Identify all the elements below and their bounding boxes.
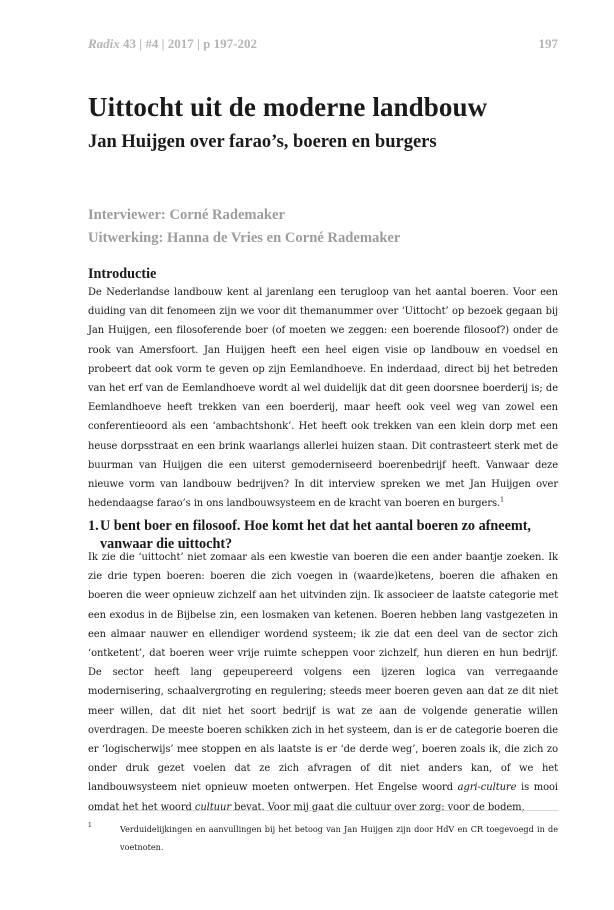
- footnote-mark: 1: [88, 822, 92, 829]
- page-number: 197: [538, 36, 558, 51]
- footnote: [88, 820, 558, 856]
- question-line-2: vanwaar die uittocht?: [100, 536, 233, 552]
- answer-text-1: Ik zie die ‘uittocht’ niet zomaar als een kwestie van boeren die een ander baantje zoeken. Ik zie drie typen boeren: boeren die zich voegen in (waarde)ketens, boeren die afhaken en boeren die weer opnieuw zichzelf aan het uitvinden zijn. Ik associeer de laatste categorie met een exodus in de Bijbelse zin, een losmaken van ketenen. Boeren hebben lang vastgezeten in een almaar nauwer en ellendiger wordend systeem; ik zie dat een deel van de sector zich ‘ontketent’, dat boeren weer vrije ruimte scheppen voor zichzelf, hun dieren en hun bedrijf. De sector heeft lang gepeupereerd volgens een ijzeren logica van verregaande modernisering, schaalvergroting en regulering; steeds meer boeren geven aan dat ze dit niet meer willen, dat dit niet het soort bedrijf is wat ze aan de volgende generatie willen overdragen. De meeste boeren schikken zich in het systeem, dan is er de categorie boeren die er ‘logischerwijs’ mee stoppen en als laatste is er ‘de derde weg’, boeren zoals ik, die zich zo onder druk gezet voelen dat ze zich afvragen of dit niet anders kan, of we het landbouwsysteem niet opnieuw moeten ontwerpen. Het Engelse woord: [88, 552, 558, 794]
- journal-citation: 43 | #4 | 2017 | p 197-202: [119, 36, 257, 51]
- footnote-reference[interactable]: 1: [500, 496, 504, 504]
- article-credits: [88, 204, 400, 250]
- answer-text-3: bevat. Voor mij gaat die cultuur over zorg: voor de bodem,: [231, 801, 525, 813]
- answer-emphasis-2: cultuur: [194, 801, 231, 813]
- article-title: Uittocht uit de moderne landbouw: [88, 92, 488, 122]
- intro-paragraph: [88, 283, 558, 513]
- answer-emphasis-1: agri-culture: [457, 782, 517, 794]
- interviewer-credit: Interviewer: Corné Rademaker: [88, 207, 285, 223]
- intro-heading: Introductie: [88, 266, 157, 282]
- question-line-1: U bent boer en filosoof. Hoe komt het dat het aantal boeren zo afneemt,: [100, 518, 531, 534]
- answer-text-2: is mooi omdat het het woord: [88, 782, 558, 813]
- footnote-text: Verduidelijkingen en aanvullingen bij het betoog van Jan Huijgen zijn door HdV en CR toegevoegd in de voetnoten.: [120, 824, 558, 852]
- running-header: [88, 36, 558, 52]
- article-subtitle: Jan Huijgen over farao’s, boeren en burgers: [88, 132, 437, 152]
- answer-paragraph: [88, 548, 558, 817]
- elaboration-credit: Uitwerking: Hanna de Vries en Corné Rademaker: [88, 230, 401, 246]
- question-number: 1.: [88, 518, 99, 534]
- journal-name: Radix: [88, 36, 120, 51]
- footnote-divider: [88, 810, 558, 811]
- intro-text: De Nederlandse landbouw kent al jarenlang een terugloop van het aantal boeren. Voor een duiding van dit fenomeen zijn we voor dit themanummer over ‘Uittocht’ op bezoek gegaan bij Jan Huijgen, een filosoferende boer (of moeten we zeggen: een boerende filosoof?) onder de rook van Amersfoort. Jan Huijgen heeft een heel eigen visie op landbouw en voedsel en probeert dat ook vorm te geven op zijn Eemlandhoeve. En inderdaad, direct bij het betreden van het erf van de Eemlandhoeve wordt al wel duidelijk dat dit geen doorsnee boerderij is; de Eemlandhoeve heeft trekken van een boerderij, maar heeft ook veel weg van zowel een conferentieoord als een ‘ambachtshonk’. Het heeft ook trekken van een klein dorp met een heuse dorpsstraat en een brink waarlangs allerlei huizen staan. Dit contrasteert sterk met de buurman van Huijgen die een uiterst gemoderniseerd boerenbedrijf heeft. Vanwaar deze nieuwe vorm van landbouw bedrijven? In dit interview spreken we met Jan Huijgen over hedendaagse farao’s in ons landbouwsysteem en de kracht van boeren en burgers.: [88, 287, 558, 510]
